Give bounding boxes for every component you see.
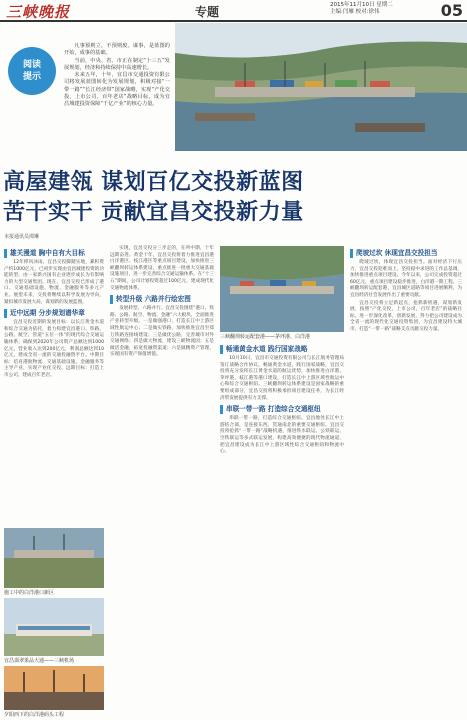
column-3 <box>220 342 344 457</box>
page-number: 05 <box>440 1 463 20</box>
airport-photo <box>4 598 104 656</box>
editorial-paragraph: 凡事预则立，不预则废。谋事，是蓝图的开始，成事的基础。 <box>64 43 170 57</box>
headline-line-1: 高屋建瓴 谋划百亿交投新蓝图 <box>3 170 304 195</box>
transfer-port-illustration <box>220 246 344 332</box>
body-text: 10月10日，宜昌市交通投资有限公司与长江航务管理局签订战略合作协议。畅通黄金水道，践行国家战略，宜昌交投将充分发挥长江黄金水道的航运优势，加快推进白洋港、茅坪港、枝江港等港口建设，打造长江中上游区域性航运中心和综合交通枢纽。三峡翻坝转运体系建设是国家战略的重要组成部分，宜昌交投将积极承担项目建设任务，为长江经济带发展提供有力支撑。 <box>220 356 344 401</box>
section-heading: 雄关漫道 胸中自有大目标 <box>4 249 104 258</box>
date-line-2: 主编:闫雁 校对:徐伟 <box>330 9 380 15</box>
byline: 本报通讯员谭琳 <box>4 234 40 240</box>
masthead <box>0 0 467 22</box>
section-title: 专题 <box>195 5 220 19</box>
editorial-summary <box>64 43 170 109</box>
port-aerial-illustration <box>175 23 467 151</box>
photo-caption: 施工中的白洋港口新区 <box>4 590 55 596</box>
body-text: 串联一带一路，打造综合交通枢纽。宜昌地处长江中上游结合部，是连接东西、贯通南北的重要交通枢纽。宜昌交投将抢抓“一带一路”战略机遇，推进铁水联运、公铁联运、空铁联运等多式联运发展，构建高效便捷的现代物流通道，把宜昌建设成为长江中上游区域性综合交通枢纽和物流中心。 <box>220 416 344 455</box>
transfer-port-photo <box>220 246 344 332</box>
badge-line-1: 阅读 <box>22 60 41 70</box>
column-1 <box>4 246 104 381</box>
editorial-paragraph: 当前，中央、省、市正在制定“十三五”发展规划，经济和持续保持中高速增长。 <box>64 57 170 71</box>
wharf-sunset-illustration <box>4 666 104 710</box>
reading-tip-badge <box>8 47 56 95</box>
section-heading: 爬坡过坎 休现宜昌交投担当 <box>350 249 462 258</box>
body-text: 爬坡过坎，体现宜昌交投担当。面对经济下行压力，宜昌交投迎难而上，坚持稳中求进的工作总基调，加快推进重点项目建设。今年以来，公司完成投资超过60亿元，重点项目建设稳步推进，白洋港一期工程、三峡翻坝转运配套港、宜昌城区道路等项目进展顺利，为宜昌经济社会发展作出了重要贡献。 <box>350 260 462 298</box>
body-text: 实现，宜昌交投分三步走的，在所中期，十年远期奋进。黄金十年，宜昌交投将着力推进宜昌港白洋港区、枝江港区等重点项目建设，加快推进三峡翻坝转运体系建设，重点推进一批重大交通基础设施项目，进一步完善综合交通运输体系。在“十三五”期间，公司计划投资超过100亿元，建成现代化交通物流体系。 <box>110 246 214 291</box>
newspaper-logo: 三峡晚报 <box>6 3 71 21</box>
date-line <box>330 2 420 16</box>
section-heading: 畅通黄金水道 践行国家战略 <box>220 345 344 354</box>
main-headline <box>3 168 464 228</box>
port-construction-illustration <box>4 528 104 588</box>
airport-illustration <box>4 598 104 656</box>
section-heading: 近中远期 分步规划谱华章 <box>4 309 104 318</box>
column-2 <box>110 246 214 360</box>
photo-caption: 宜昌翡翠果品大通——三峡机场 <box>4 658 75 664</box>
body-text: 发展转型，六路并行。宜昌交投围绕“港口、铁路、公路、航空、物流、金融”六大板块，全面推进产业转型升级。一是做强港口，打造长江中上游区域性航运中心；二是做实铁路，加快推进宜昌至郑万铁路连接线建设；三是做优公路，完善城市对外交通网络；四是做大物流，建设三峡物流园；五是做活金融，拓宽投融资渠道；六是做精资产管理，实现国有资产保值增值。 <box>110 306 214 358</box>
body-text: 12年栉风沐雨，宜昌交投脚踏实地，累积资产约1000亿元，已初步实现由宜昌城建投资的功能转型，由一家新兴国有企业逐步成长为有影响力的大型交通集团。现在，宜昌交投已形成了港口、交通基础设施、物流、金融服务等多元产业。展望未来，交投将继续以科学发展为导向，紧扣城市发展大局，谋划新的发展蓝图。 <box>4 260 104 305</box>
section-heading: 转型升级 六路并行绘宏图 <box>110 295 214 304</box>
port-aerial-photo <box>175 23 467 151</box>
photo-caption: 三峡翻坝转运配套港——茅坪港、白洋港 <box>220 334 311 340</box>
headline-line-2: 苦干实干 贡献宜昌交投新力量 <box>3 200 304 225</box>
port-construction-photo <box>4 528 104 588</box>
body-text: 宜昌交投将立足新起点，抢抓新机遇，谋划新发展，按照“产化交投，上市公司，百年老店”的战略目标，进一步深化改革，创新发展，努力把公司建设成为全省一流的现代化交通投资集团，为宜昌建设特大城市、打造“一带一路”战略支点贡献交投力量。 <box>350 300 462 332</box>
badge-line-2: 提示 <box>22 72 41 82</box>
column-4 <box>350 246 462 335</box>
photo-caption: 夕阳西下的白洋港码头工程 <box>4 712 65 718</box>
wharf-sunset-photo <box>4 666 104 710</box>
editorial-paragraph: 未来五年，十年，宜昌市交通投资有限公司将发展蓝图转化为发展规划，积极对接“一带一路”“长江经济带”国家战略，实现“产化交投，上市公司，百年老店”战略目标，成为宜昌城建投资保障“千亿产业”的核心力量。 <box>64 72 170 108</box>
section-heading: 串联一带一路 打造综合交通枢纽 <box>220 405 344 414</box>
date-line-1: 2015年11月10日 星期二 <box>330 2 393 8</box>
body-text: 宜昌交投近期的发展目标：以长江黄金水道和综合交通为依托，着力构建宜昌港口、铁路、公路、航空、管道“五位一体”的现代综合交通运输体系，确保到2020年公司资产总额达到1000亿元，营业收入达到200亿元，利润总额达到10亿元，建成全省一流的交通投融资平台。中期目标：培育港航物流、交通基础设施、金融服务等主导产业，实现产业化交投。远期目标：打造上市公司，建成百年老店。 <box>4 320 104 378</box>
